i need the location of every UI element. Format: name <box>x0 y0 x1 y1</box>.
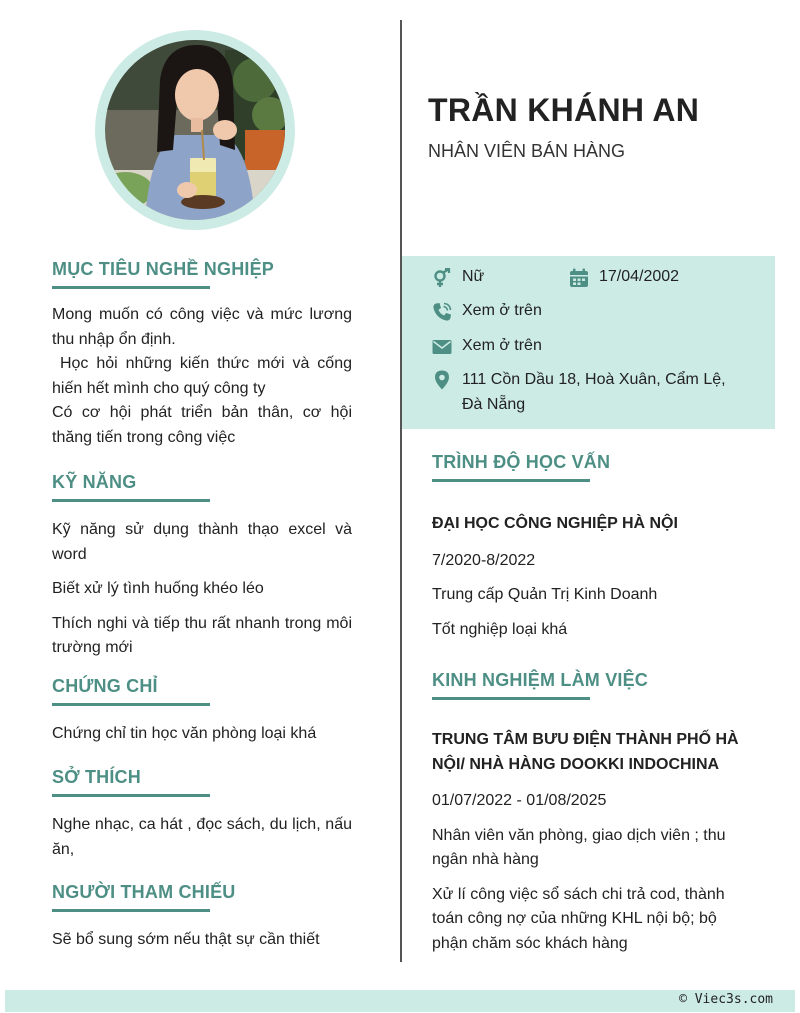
section-title: KỸ NĂNG <box>52 472 137 492</box>
experience-section <box>432 670 752 956</box>
candidate-role: NHÂN VIÊN BÁN HÀNG <box>428 141 626 161</box>
section-underline <box>52 286 210 289</box>
skills-section <box>52 472 352 661</box>
references-section <box>52 882 352 953</box>
career-goal-section <box>52 259 357 450</box>
section-underline <box>52 703 210 706</box>
skill-item: Kỹ năng sử dụng thành thạo excel và word <box>52 521 352 563</box>
gender-icon <box>432 268 452 288</box>
address-row <box>432 368 726 417</box>
birthday-value: 17/04/2002 <box>599 268 680 285</box>
education-school: ĐẠI HỌC CÔNG NGHIỆP HÀ NỘI <box>432 515 678 532</box>
section-underline <box>432 479 590 482</box>
email-icon <box>432 337 452 357</box>
gender-value: Nữ <box>462 268 485 285</box>
birthday-row <box>569 268 679 288</box>
experience-company: NỘI/ NHÀ HÀNG DOOKKI INDOCHINA <box>432 755 720 773</box>
phone-value: Xem ở trên <box>462 302 542 319</box>
avatar <box>105 40 285 220</box>
skill-item: Thích nghi và tiếp thu rất nhanh trong môi trường mới <box>52 614 352 656</box>
footer-bar <box>5 990 795 1012</box>
section-underline <box>432 697 590 700</box>
career-goal-line: Mong muốn có công việc và mức lương thu nhập ổn định. <box>52 306 352 348</box>
section-title: KINH NGHIỆM LÀM VIỆC <box>432 670 649 690</box>
skill-item: Biết xử lý tình huống khéo léo <box>52 580 264 597</box>
career-goal-line: Có cơ hội phát triển bản thân, cơ hội thăng tiến trong công việc <box>52 404 352 446</box>
phone-row <box>432 302 542 322</box>
candidate-name: TRẦN KHÁNH AN <box>428 92 700 128</box>
gender-row <box>432 268 484 288</box>
section-underline <box>52 794 210 797</box>
email-value: Xem ở trên <box>462 337 542 354</box>
certificate-item: Chứng chỉ tin học văn phòng loại khá <box>52 725 317 742</box>
education-grade: Tốt nghiệp loại khá <box>432 620 568 638</box>
email-row <box>432 337 542 357</box>
education-major: Trung cấp Quản Trị Kinh Doanh <box>432 586 658 603</box>
section-title: TRÌNH ĐỘ HỌC VẤN <box>432 452 611 472</box>
hobbies-section <box>52 767 352 862</box>
certificates-section <box>52 676 352 747</box>
address-line: 111 Cồn Dầu 18, Hoà Xuân, Cẩm Lệ, <box>462 371 726 388</box>
experience-duties: Xử lí công việc sổ sách chi trả cod, thành toán công nợ của những KHL nội bộ; bộ phận chăm sóc khách hàng <box>432 885 725 952</box>
section-title: NGƯỜI THAM CHIẾU <box>52 882 236 902</box>
section-underline <box>52 909 210 912</box>
section-underline <box>52 499 210 502</box>
footer-credit: © Viec3s.com <box>679 992 773 1007</box>
experience-period: 01/07/2022 - 01/08/2025 <box>432 792 607 809</box>
section-title: CHỨNG CHỈ <box>52 676 158 696</box>
hobbies-text: Nghe nhạc, ca hát , đọc sách, du lịch, nấu ăn, <box>52 816 352 858</box>
calendar-icon <box>569 268 589 288</box>
education-section <box>432 452 752 642</box>
location-icon <box>432 370 452 390</box>
section-title: SỞ THÍCH <box>52 767 141 787</box>
career-goal-line: Học hỏi những kiến thức mới và cống hiến hết mình cho quý công ty <box>52 355 357 397</box>
experience-company: TRUNG TÂM BƯU ĐIỆN THÀNH PHỐ HÀ <box>432 731 739 748</box>
section-title: MỤC TIÊU NGHỀ NGHIỆP <box>52 259 275 279</box>
experience-position: Nhân viên văn phòng, giao dịch viên ; thu ngân nhà hàng <box>432 826 726 868</box>
address-line: Đà Nẵng <box>462 395 526 413</box>
references-text: Sẽ bổ sung sớm nếu thật sự cần thiết <box>52 931 320 948</box>
phone-icon <box>432 302 452 322</box>
column-divider <box>400 20 402 962</box>
education-period: 7/2020-8/2022 <box>432 551 536 569</box>
